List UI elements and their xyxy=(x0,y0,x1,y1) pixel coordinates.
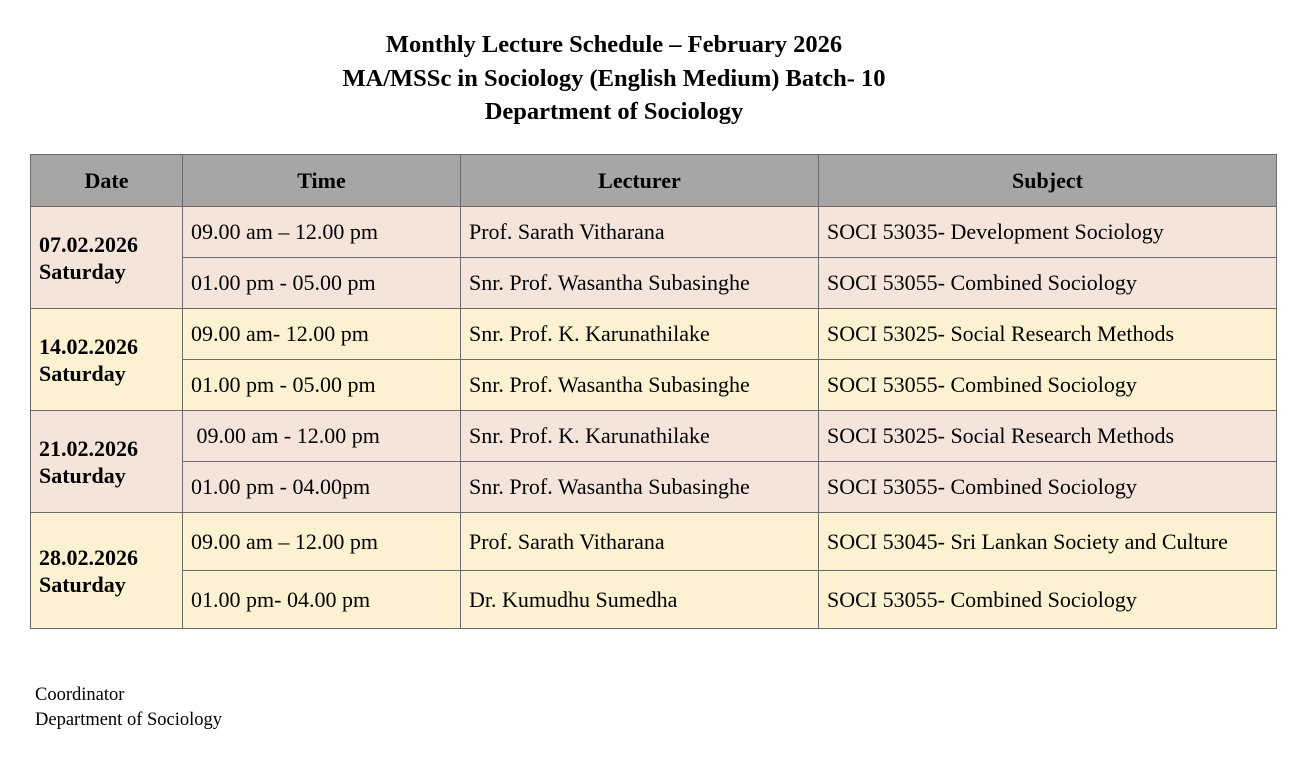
subject-cell: SOCI 53045- Sri Lankan Society and Culture xyxy=(819,513,1277,571)
lecturer-cell: Snr. Prof. Wasantha Subasinghe xyxy=(461,462,819,513)
time-cell: 01.00 pm- 04.00 pm xyxy=(183,571,461,629)
time-cell: 09.00 am – 12.00 pm xyxy=(183,513,461,571)
document-header xyxy=(0,28,1228,129)
signature-block xyxy=(35,683,222,733)
table-row xyxy=(31,462,1277,513)
subject-cell: SOCI 53055- Combined Sociology xyxy=(819,360,1277,411)
table-row xyxy=(31,513,1277,571)
day-label: Saturday xyxy=(39,462,126,488)
lecturer-cell: Dr. Kumudhu Sumedha xyxy=(461,571,819,629)
time-cell: 01.00 pm - 04.00pm xyxy=(183,462,461,513)
day-label: Saturday xyxy=(39,571,126,597)
table-row xyxy=(31,309,1277,360)
time-cell: 09.00 am – 12.00 pm xyxy=(183,207,461,258)
lecturer-cell: Prof. Sarath Vitharana xyxy=(461,513,819,571)
program-title: MA/MSSc in Sociology (English Medium) Batch- 10 xyxy=(342,64,886,92)
date-label: 21.02.2026 xyxy=(39,435,138,461)
date-cell xyxy=(31,309,183,411)
time-cell: 01.00 pm - 05.00 pm xyxy=(183,360,461,411)
date-label: 07.02.2026 xyxy=(39,231,138,257)
subject-cell: SOCI 53055- Combined Sociology xyxy=(819,571,1277,629)
column-header-lecturer: Lecturer xyxy=(461,155,819,207)
page-title: Monthly Lecture Schedule – February 2026 xyxy=(385,31,843,58)
lecturer-cell: Snr. Prof. Wasantha Subasinghe xyxy=(461,258,819,309)
time-cell: 01.00 pm - 05.00 pm xyxy=(183,258,461,309)
column-header-time: Time xyxy=(183,155,461,207)
date-cell xyxy=(31,411,183,513)
table-row xyxy=(31,258,1277,309)
day-label: Saturday xyxy=(39,360,126,386)
date-cell xyxy=(31,207,183,309)
date-cell xyxy=(31,513,183,629)
date-label: 28.02.2026 xyxy=(39,544,138,570)
department-title: Department of Sociology xyxy=(484,98,744,125)
lecturer-cell: Snr. Prof. K. Karunathilake xyxy=(461,411,819,462)
column-header-subject: Subject xyxy=(819,155,1277,207)
column-header-date: Date xyxy=(31,155,183,207)
department-label: Department of Sociology xyxy=(35,710,223,730)
table-row xyxy=(31,207,1277,258)
lecturer-cell: Prof. Sarath Vitharana xyxy=(461,207,819,258)
day-label: Saturday xyxy=(39,258,126,284)
time-cell: 09.00 am - 12.00 pm xyxy=(183,411,461,462)
lecturer-cell: Snr. Prof. K. Karunathilake xyxy=(461,309,819,360)
table-row xyxy=(31,360,1277,411)
table-row xyxy=(31,411,1277,462)
subject-cell: SOCI 53055- Combined Sociology xyxy=(819,258,1277,309)
date-label: 14.02.2026 xyxy=(39,333,138,359)
table-header-row xyxy=(31,155,1277,207)
lecturer-cell: Snr. Prof. Wasantha Subasinghe xyxy=(461,360,819,411)
subject-cell: SOCI 53055- Combined Sociology xyxy=(819,462,1277,513)
coordinator-label: Coordinator xyxy=(35,685,125,705)
subject-cell: SOCI 53025- Social Research Methods xyxy=(819,309,1277,360)
subject-cell: SOCI 53025- Social Research Methods xyxy=(819,411,1277,462)
subject-cell: SOCI 53035- Development Sociology xyxy=(819,207,1277,258)
lecture-schedule-table xyxy=(30,154,1277,629)
time-cell: 09.00 am- 12.00 pm xyxy=(183,309,461,360)
table-row xyxy=(31,571,1277,629)
